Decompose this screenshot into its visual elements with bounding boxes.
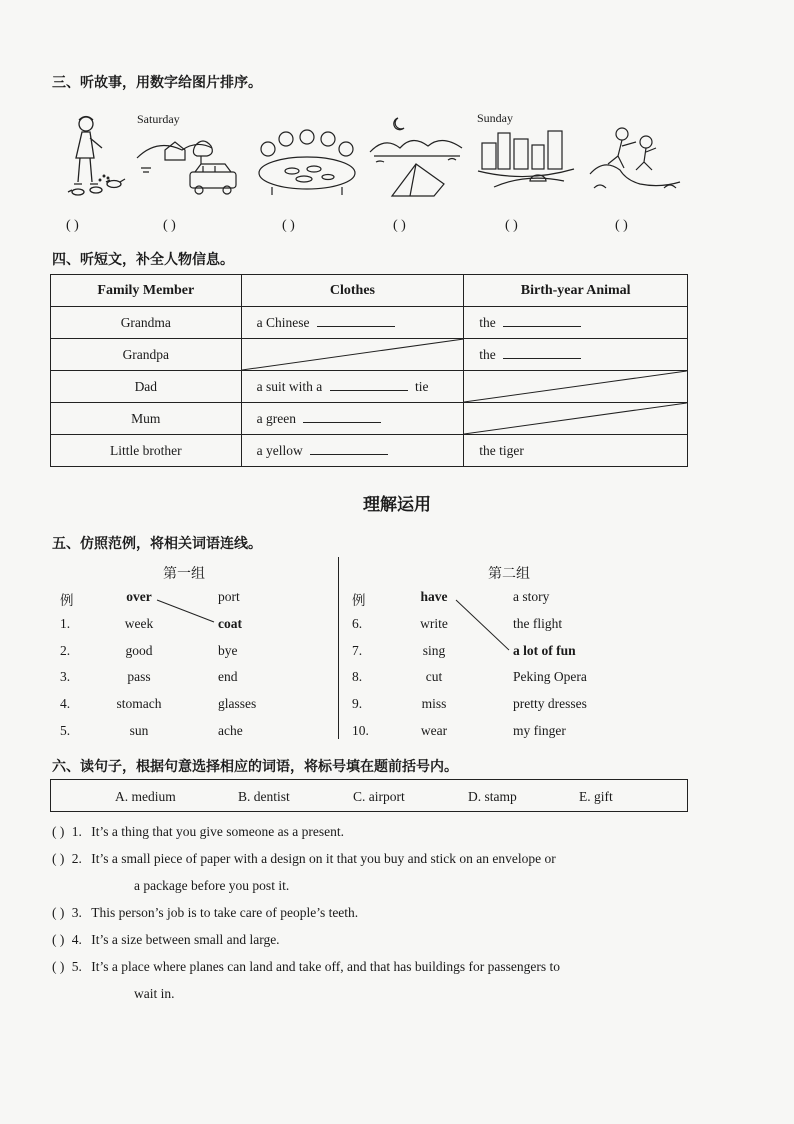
table-row (51, 435, 688, 467)
group1-right-word[interactable]: port (218, 589, 240, 604)
group1-num-word: 3. (60, 669, 71, 684)
animal-cell[interactable]: the (464, 339, 688, 371)
man-feeding-chickens-illustration (58, 110, 130, 200)
group1-num-word: 1. (60, 616, 71, 631)
group1-num-word: 5. (60, 723, 71, 738)
group1-right-word[interactable]: bye (218, 643, 238, 658)
question-5: ( ) 5. It’s a place where planes can land and take off, and that has buildings for passengers to (52, 959, 560, 974)
group1-left-word[interactable]: stomach (116, 696, 162, 711)
group2-right-word[interactable]: a story (513, 589, 550, 604)
table-row (51, 403, 688, 435)
option-a: A. medium (115, 789, 176, 804)
header-birth-year-animal: Birth-year Animal (464, 275, 688, 307)
crossed-cell (464, 403, 688, 435)
option-c: C. airport (353, 789, 405, 804)
group1-right-word[interactable]: ache (218, 723, 243, 738)
crossed-cell (464, 371, 688, 403)
answer-paren-1[interactable]: ( ) (66, 218, 79, 233)
group2-num-word: 9. (352, 696, 363, 711)
table-row (51, 339, 688, 371)
answer-paren[interactable]: ( ) (52, 959, 65, 974)
answer-paren-4[interactable]: ( ) (393, 218, 406, 233)
fill-blank[interactable] (310, 442, 388, 455)
group1-title: 第一组 (163, 567, 205, 582)
section6-title: 六、读句子，根据句意选择相应的词语，将标号填在题前括号内。 (52, 759, 458, 775)
animal-cell[interactable]: the (464, 307, 688, 339)
options-box (50, 779, 688, 812)
group2-left-word[interactable]: miss (421, 696, 447, 711)
fill-blank[interactable] (503, 346, 581, 359)
answer-paren[interactable]: ( ) (52, 824, 65, 839)
children-climbing-illustration (588, 124, 684, 196)
question-2: ( ) 2. It’s a small piece of paper with a design on it that you buy and stick on an envelope or (52, 851, 556, 866)
group2-left-word[interactable]: write (420, 616, 448, 631)
question-1: ( ) 1. It’s a thing that you give someone as a present. (52, 824, 344, 839)
clothes-cell[interactable]: a yellow (241, 435, 464, 467)
section4-title: 四、听短文，补全人物信息。 (52, 252, 234, 268)
group2-right-word[interactable]: pretty dresses (513, 696, 587, 711)
fill-blank[interactable] (330, 378, 408, 391)
fill-blank[interactable] (317, 314, 395, 327)
group2-num-word: 8. (352, 669, 363, 684)
member-cell: Grandpa (51, 339, 242, 371)
group2-num-word: 10. (352, 723, 369, 738)
group1-right-word[interactable]: glasses (218, 696, 257, 711)
group-divider (338, 557, 339, 739)
answer-paren-6[interactable]: ( ) (615, 218, 628, 233)
section3-title: 三、听故事，用数字给图片排序。 (52, 75, 262, 91)
group1-num-word: 2. (60, 643, 71, 658)
member-cell: Dad (51, 371, 242, 403)
answer-paren-2[interactable]: ( ) (163, 218, 176, 233)
answer-paren-5[interactable]: ( ) (505, 218, 518, 233)
label-saturday: Saturday (137, 112, 180, 126)
group1-right-word[interactable]: coat (218, 616, 242, 631)
group1-left-word[interactable]: week (124, 616, 154, 631)
group1-left-word[interactable]: sun (129, 723, 149, 738)
question-5-cont: wait in. (134, 986, 175, 1001)
clothes-cell[interactable]: a suit with a tie (241, 371, 464, 403)
option-d: D. stamp (468, 789, 517, 804)
section5-title: 五、仿照范例，将相关词语连线。 (52, 536, 262, 552)
group2-num-word: 例 (352, 593, 366, 608)
group2-num-word: 6. (352, 616, 363, 631)
answer-paren[interactable]: ( ) (52, 851, 65, 866)
group2-right-word[interactable]: Peking Opera (513, 669, 587, 684)
table-row (51, 307, 688, 339)
table-row (51, 371, 688, 403)
question-3: ( ) 3. This person’s job is to take care of people’s teeth. (52, 905, 359, 920)
question-2-cont: a package before you post it. (134, 878, 290, 893)
answer-paren[interactable]: ( ) (52, 932, 65, 947)
group2-num-word: 7. (352, 643, 363, 658)
family-dinner-illustration (252, 125, 362, 197)
group2-left-word[interactable]: cut (425, 669, 443, 684)
animal-cell: the tiger (464, 435, 688, 467)
group2-right-word[interactable]: a lot of fun (513, 643, 576, 658)
group2-right-word[interactable]: the flight (513, 616, 563, 631)
member-cell: Grandma (51, 307, 242, 339)
group1-left-word[interactable]: over (126, 589, 152, 604)
group2-right-word[interactable]: my finger (513, 723, 566, 738)
group2-title: 第二组 (488, 567, 530, 582)
group2-left-word[interactable]: have (420, 589, 448, 604)
family-info-table (50, 274, 688, 467)
group1-num-word: 4. (60, 696, 71, 711)
city-park-illustration (476, 125, 576, 197)
group1-num-word: 例 (60, 593, 74, 608)
group1-left-word[interactable]: good (125, 643, 153, 658)
clothes-cell[interactable]: a green (241, 403, 464, 435)
countryside-car-illustration (135, 128, 245, 198)
group1-left-word[interactable]: pass (127, 669, 151, 684)
answer-paren[interactable]: ( ) (52, 905, 65, 920)
option-e: E. gift (579, 789, 613, 804)
clothes-cell[interactable]: a Chinese (241, 307, 464, 339)
member-cell: Little brother (51, 435, 242, 467)
part-title: 理解运用 (363, 495, 431, 515)
answer-paren-3[interactable]: ( ) (282, 218, 295, 233)
tent-night-illustration (368, 112, 466, 200)
group2-left-word[interactable]: sing (422, 643, 446, 658)
fill-blank[interactable] (303, 410, 381, 423)
option-b: B. dentist (238, 789, 290, 804)
group2-left-word[interactable]: wear (420, 723, 448, 738)
label-sunday: Sunday (477, 111, 513, 125)
fill-blank[interactable] (503, 314, 581, 327)
group1-right-word[interactable]: end (218, 669, 238, 684)
crossed-cell (241, 339, 464, 371)
member-cell: Mum (51, 403, 242, 435)
header-clothes: Clothes (241, 275, 464, 307)
question-4: ( ) 4. It’s a size between small and large. (52, 932, 280, 947)
header-family-member: Family Member (51, 275, 242, 307)
